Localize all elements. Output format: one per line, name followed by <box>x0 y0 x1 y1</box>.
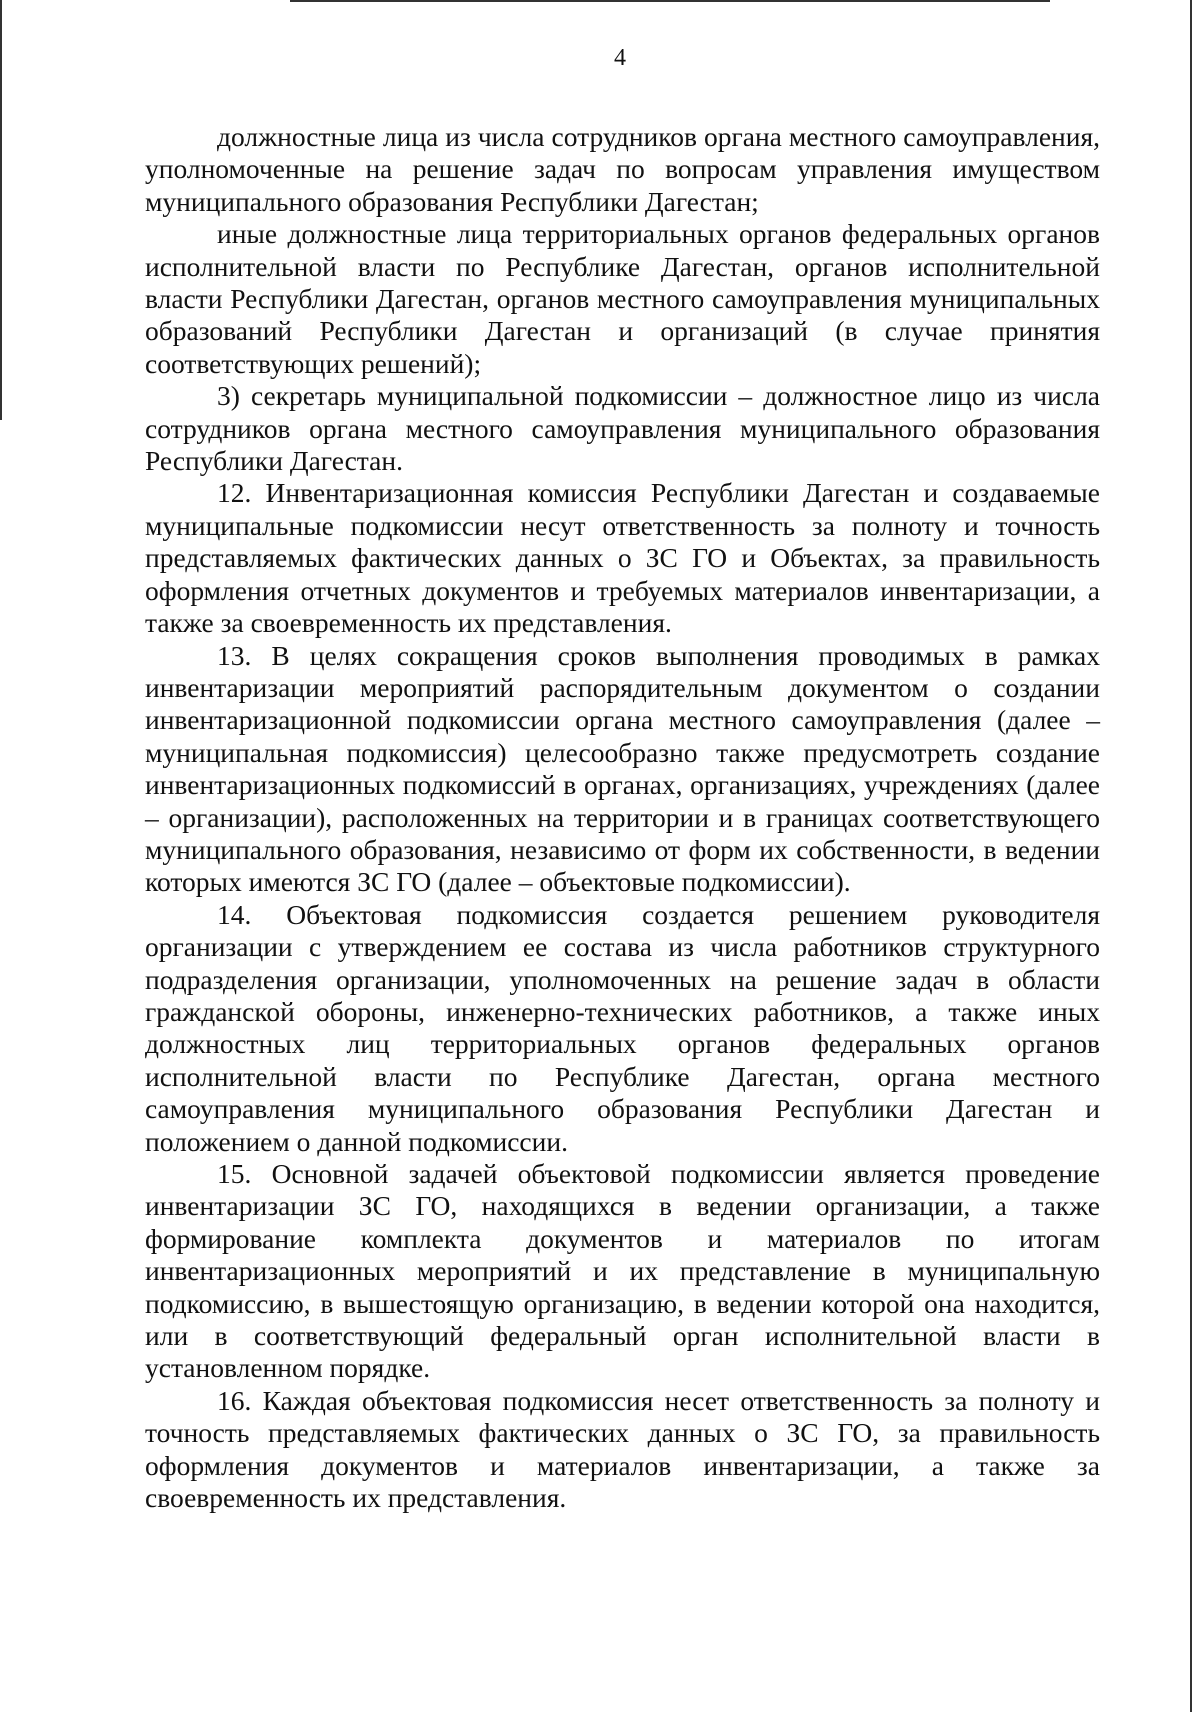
paragraph-14: 14. Объектовая подкомиссия создается решением руководителя организации с утверждением ее состава из числа работников структурного подразделения организации, уполномоченных на решение задач в области гражданской обороны, инженерно-технических работников, а также иных должностных лиц территориальных органов федеральных органов исполнительной власти по Республике Дагестан, органа местного самоуправления муниципального образования Республики Дагестан и положением о данной подкомиссии. <box>145 898 1100 1157</box>
paragraph-secretary: 3) секретарь муниципальной подкомиссии – должностное лицо из числа сотрудников органа местного самоуправления муниципального образования Республики Дагестан. <box>145 380 1100 477</box>
paragraph-12: 12. Инвентаризационная комиссия Республики Дагестан и создаваемые муниципальные подкомиссии несут ответственность за полноту и точность представляемых фактических данных о ЗС ГО и Объектах, за правильность оформления отчетных документов и требуемых материалов инвентаризации, а также за своевременность их представления. <box>145 477 1100 639</box>
top-edge-line <box>290 0 1050 2</box>
right-edge-line <box>1190 0 1192 1712</box>
paragraph-officials: должностные лица из числа сотрудников органа местного самоуправления, уполномоченные на решение задач по вопросам управления имуществом муниципального образования Республики Дагестан; <box>145 121 1100 217</box>
body-text <box>145 121 1100 1514</box>
paragraph-other-officials: иные должностные лица территориальных органов федеральных органов исполнительной власти по Республике Дагестан, органов исполнительной власти Республики Дагестан, органов местного самоуправления муниципальных образований Республики Дагестан и организаций (в случае принятия соответствующих решений); <box>145 218 1100 379</box>
page-number: 4 <box>614 45 626 71</box>
paragraph-16: 16. Каждая объектовая подкомиссия несет ответственность за полноту и точность представляемых фактических данных о ЗС ГО, за правильность оформления документов и материалов инвентаризации, а также за своевременность их представления. <box>145 1384 1100 1514</box>
paragraph-15: 15. Основной задачей объектовой подкомиссии является проведение инвентаризации ЗС ГО, находящихся в ведении организации, а также формирование комплекта документов и материалов по итогам инвентаризационных мероприятий и их представление в муниципальную подкомиссию, в вышестоящую организацию, в ведении которой она находится, или в соответствующий федеральный орган исполнительной власти в установленном порядке. <box>145 1158 1100 1384</box>
paragraph-13: 13. В целях сокращения сроков выполнения проводимых в рамках инвентаризации мероприятий распорядительным документом о создании инвентаризационной подкомиссии органа местного самоуправления (далее – муниципальная подкомиссия) целесообразно также предусмотреть создание инвентаризационных подкомиссий в органах, организациях, учреждениях (далее – организации), расположенных на территории и в границах соответствующего муниципального образования, независимо от форм их собственности, в ведении которых имеются ЗС ГО (далее – объектовые подкомиссии). <box>145 639 1100 898</box>
